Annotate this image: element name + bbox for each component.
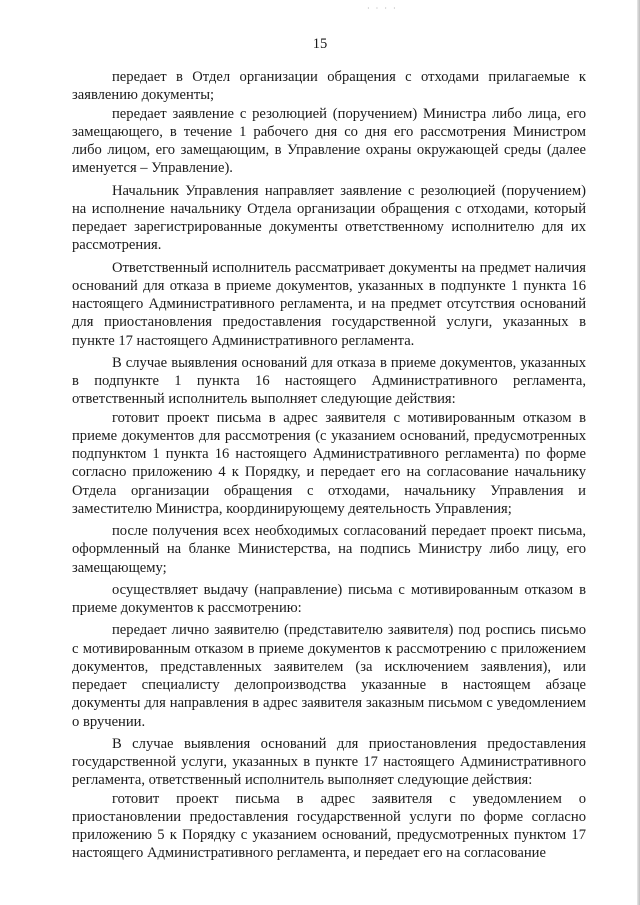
paragraph: после получения всех необходимых согласований передает проект письма, оформленный на бланке Министерства, на подпись Министру либо лицу, его замещающему; xyxy=(72,523,586,576)
paragraph: передает заявление с резолюцией (поручением) Министра либо лица, его замещающего, в течение 1 рабочего дня со дня его рассмотрения Министром либо лицом, его замещающим, в Управление охраны окружающей среды (далее именуется – Управление). xyxy=(72,105,586,177)
paragraph: В случае выявления оснований для приостановления предоставления государственной услуги, указанных в пункте 17 настоящего Административного регламента, ответственный исполнитель выполняет следующие действия: xyxy=(72,735,586,789)
paragraph: готовит проект письма в адрес заявителя с мотивированным отказом в приеме документов для рассмотрения (с указанием оснований, предусмотренных подпунктом 1 пункта 16 настоящего Административного регламента) по форме согласно приложению 4 к Порядку, и передает его на согласование начальнику Отдела организации обращения с отходами, начальнику Управления и заместителю Министра, координирующему деятельность Управления; xyxy=(72,409,586,517)
paragraph: осуществляет выдачу (направление) письма с мотивированным отказом в приеме документов к рассмотрению: xyxy=(72,581,586,616)
page-number: 15 xyxy=(312,36,328,52)
paragraph: Начальник Управления направляет заявление с резолюцией (поручением) на исполнение начальнику Отдела организации обращения с отходами, который передает зарегистрированные документы ответственному исполнителю для их рассмотрения. xyxy=(72,182,586,254)
scan-artifact: · · · · xyxy=(367,4,398,13)
paragraph: передает лично заявителю (представителю заявителя) под роспись письмо с мотивированным отказом в приеме документов к рассмотрению с приложением документов, представленных заявителем (за исключением заявления), или передает специалисту делопроизводства указанные в настоящем абзаце документы для направления в адрес заявителя заказным письмом с уведомлением о вручении. xyxy=(72,622,586,730)
document-body xyxy=(72,68,586,863)
paragraph: передает в Отдел организации обращения с отходами прилагаемые к заявлению документы; xyxy=(72,69,586,104)
paragraph: готовит проект письма в адрес заявителя с уведомлением о приостановлении предоставления государственной услуги по форме согласно приложению 5 к Порядку с указанием оснований, предусмотренных пунктом 17 настоящего Административного регламента, и передает его на согласование xyxy=(72,790,586,862)
paragraph: Ответственный исполнитель рассматривает документы на предмет наличия оснований для отказа в приеме документов, указанных в подпункте 1 пункта 16 настоящего Административного регламента, и на предмет отсутствия оснований для приостановления предоставления государственной услуги, указанных в пункте 17 настоящего Административного регламента. xyxy=(72,259,586,349)
paragraph: В случае выявления оснований для отказа в приеме документов, указанных в подпункте 1 пункта 16 настоящего Административного регламента, ответственный исполнитель выполняет следующие действия: xyxy=(72,354,586,408)
